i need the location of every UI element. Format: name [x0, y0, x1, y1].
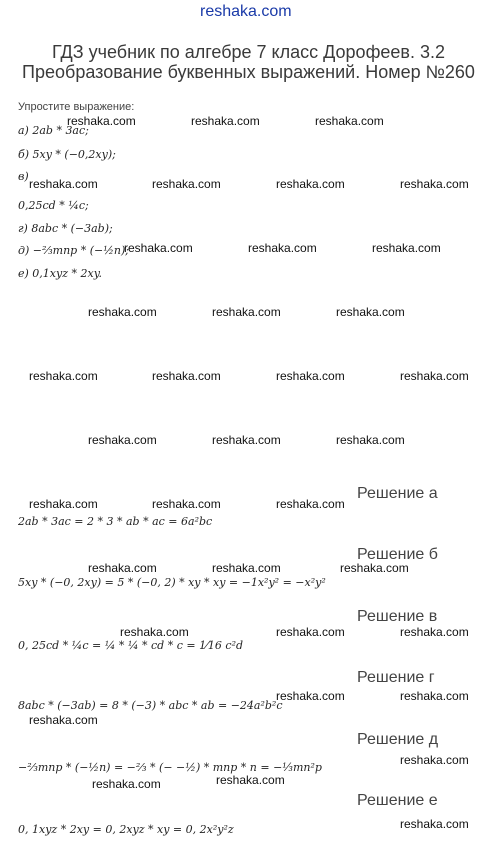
watermark: reshaka.com — [120, 625, 189, 639]
task-item-a: а) 2ab * 3ac; — [18, 124, 89, 137]
task-item-b: б) 5xy * (−0,2xy); — [18, 148, 116, 161]
task-item-g: г) 8abc * (−3ab); — [18, 222, 113, 235]
task-item-v-label: в) — [18, 170, 29, 183]
watermark: reshaka.com — [400, 625, 469, 639]
watermark: reshaka.com — [276, 689, 345, 703]
watermark: reshaka.com — [212, 433, 281, 447]
watermark: reshaka.com — [92, 777, 161, 791]
solution-v-text: 0, 25cd * ¼c = ¼ * ¼ * cd * c = 1⁄16 c²d — [18, 639, 244, 652]
watermark: reshaka.com — [29, 497, 98, 511]
watermark: reshaka.com — [29, 369, 98, 383]
page-title-line-1: ГДЗ учебник по алгебре 7 класс Дорофеев. 3.2 — [51, 42, 445, 62]
watermark: reshaka.com — [212, 561, 281, 575]
solution-v-heading: Решение в — [357, 608, 438, 625]
watermark: reshaka.com — [88, 433, 157, 447]
solution-b-heading: Решение б — [357, 546, 438, 563]
solution-a-heading: Решение а — [357, 485, 438, 502]
watermark: reshaka.com — [124, 241, 193, 255]
task-item-e: е) 0,1xyz * 2xy. — [18, 267, 102, 280]
watermark: reshaka.com — [276, 177, 345, 191]
watermark: reshaka.com — [216, 773, 285, 787]
watermark: reshaka.com — [400, 753, 469, 767]
watermark: reshaka.com — [191, 114, 260, 128]
watermark: reshaka.com — [88, 561, 157, 575]
solution-d-text: −⅔mnp * (−½n) = −⅔ * (− −½) * mnp * n = −⅓mn²p — [18, 761, 322, 774]
solution-e-heading: Решение е — [357, 792, 438, 809]
watermark: reshaka.com — [276, 625, 345, 639]
watermark: reshaka.com — [400, 369, 469, 383]
solution-d-heading: Решение д — [357, 731, 439, 748]
solution-g-text: 8abc * (−3ab) = 8 * (−3) * abc * ab = −24a²b²c — [18, 699, 283, 712]
watermark: reshaka.com — [315, 114, 384, 128]
solution-e-text: 0, 1xyz * 2xy = 0, 2xyz * xy = 0, 2x²y²z — [18, 823, 234, 836]
task-prompt: Упростите выражение: — [18, 101, 135, 113]
watermark: reshaka.com — [400, 177, 469, 191]
watermark: reshaka.com — [400, 817, 469, 831]
watermark: reshaka.com — [152, 177, 221, 191]
watermark: reshaka.com — [400, 689, 469, 703]
watermark: reshaka.com — [152, 497, 221, 511]
watermark: reshaka.com — [336, 433, 405, 447]
watermark: reshaka.com — [248, 241, 317, 255]
solution-a-text: 2ab * 3ac = 2 * 3 * ab * ac = 6a²bc — [18, 515, 213, 528]
watermark: reshaka.com — [29, 177, 98, 191]
watermark: reshaka.com — [152, 369, 221, 383]
watermark: reshaka.com — [336, 305, 405, 319]
task-item-d: д) −⅔mnp * (−½n); — [18, 244, 129, 257]
watermark: reshaka.com — [340, 561, 409, 575]
task-item-v: 0,25cd * ¼c; — [18, 199, 89, 212]
page-title-line-2: Преобразование буквенных выражений. Номер №260 — [22, 62, 475, 82]
solution-g-heading: Решение г — [357, 669, 435, 686]
watermark: reshaka.com — [276, 497, 345, 511]
watermark: reshaka.com — [67, 114, 136, 128]
watermark: reshaka.com — [372, 241, 441, 255]
watermark: reshaka.com — [212, 305, 281, 319]
watermark: reshaka.com — [88, 305, 157, 319]
solution-b-text: 5xy * (−0, 2xy) = 5 * (−0, 2) * xy * xy = −1x²y² = −x²y² — [18, 576, 326, 589]
watermark: reshaka.com — [276, 369, 345, 383]
watermark: reshaka.com — [29, 713, 98, 727]
site-header[interactable]: reshaka.com — [200, 3, 292, 20]
